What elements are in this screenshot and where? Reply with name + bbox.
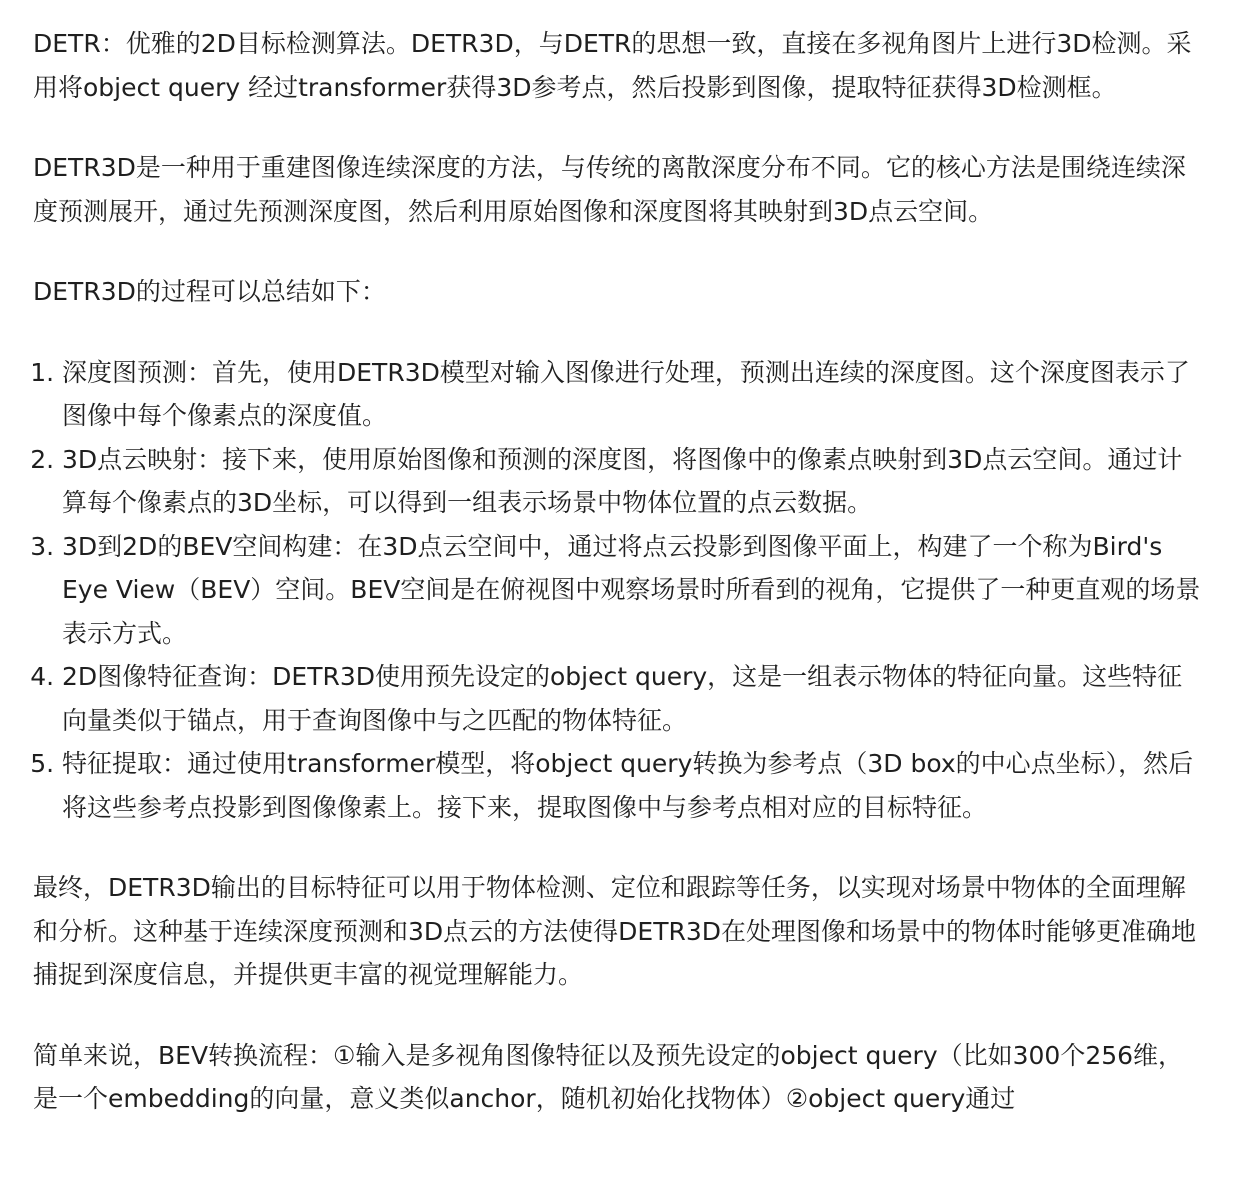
overview-paragraph: DETR3D是一种用于重建图像连续深度的方法，与传统的离散深度分布不同。它的核心方法是围绕连续深度预测展开，通过先预测深度图，然后利用原始图像和深度图将其映射到3D点云空间。: [33, 153, 1186, 226]
conclusion-paragraph: 最终，DETR3D输出的目标特征可以用于物体检测、定位和跟踪等任务，以实现对场景中物体的全面理解和分析。这种基于连续深度预测和3D点云的方法使得DETR3D在处理图像和场景中的物体时能够更准确地捕捉到深度信息，并提供更丰富的视觉理解能力。: [33, 873, 1197, 989]
list-item: 5. 特征提取：通过使用transformer模型，将object query转换为参考点（3D box的中心点坐标），然后将这些参考点投影到图像像素上。接下来，提取图像中与参考点相对应的目标特征。: [62, 742, 1206, 829]
summary-paragraph: 简单来说，BEV转换流程：①输入是多视角图像特征以及预先设定的object query（比如300个256维，是一个embedding的向量，意义类似anchor，随机初始化找物体）②object query通过: [33, 1040, 1184, 1113]
list-item: 1. 深度图预测：首先，使用DETR3D模型对输入图像进行处理，预测出连续的深度图。这个深度图表示了图像中每个像素点的深度值。: [62, 351, 1206, 438]
list-item: 4. 2D图像特征查询：DETR3D使用预先设定的object query，这是一组表示物体的特征向量。这些特征向量类似于锚点，用于查询图像中与之匹配的物体特征。: [62, 655, 1206, 742]
list-item: 3. 3D到2D的BEV空间构建：在3D点云空间中，通过将点云投影到图像平面上，构建了一个称为Bird's Eye View（BEV）空间。BEV空间是在俯视图中观察场景时所看到的视角，它提供了一种更直观的场景表示方式。: [62, 525, 1206, 656]
list-item: 2. 3D点云映射：接下来，使用原始图像和预测的深度图，将图像中的像素点映射到3D点云空间。通过计算每个像素点的3D坐标，可以得到一组表示场景中物体位置的点云数据。: [62, 438, 1206, 525]
process-heading: DETR3D的过程可以总结如下：: [33, 277, 386, 306]
intro-paragraph: DETR：优雅的2D目标检测算法。DETR3D，与DETR的思想一致，直接在多视角图片上进行3D检测。采用将object query 经过transformer获得3D参考点，然后投影到图像，提取特征获得3D检测框。: [33, 29, 1192, 102]
process-steps-list: [33, 351, 1206, 830]
